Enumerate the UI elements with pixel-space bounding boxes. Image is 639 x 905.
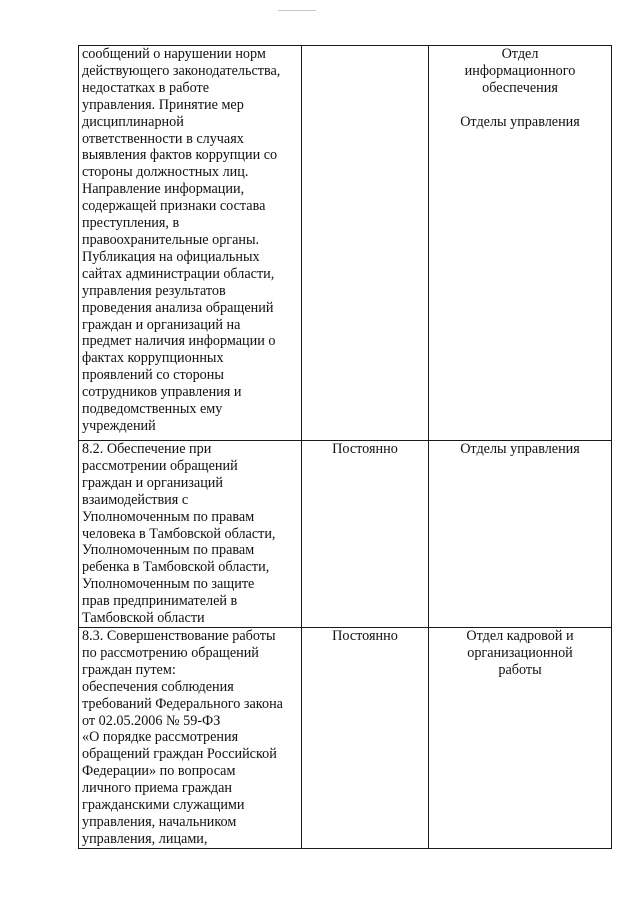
responsible-line: Отдел — [501, 46, 539, 62]
task-cell — [79, 46, 302, 441]
table-row — [79, 441, 612, 628]
responsible-line: Отделы управления — [460, 441, 580, 457]
task-line: личного приема граждан — [82, 780, 233, 797]
responsible-cell — [429, 46, 612, 441]
task-line: человека в Тамбовской области, — [82, 525, 276, 542]
task-line: содержащей признаки состава — [82, 198, 266, 215]
task-line: предмет наличия информации о — [82, 333, 276, 350]
responsible-line: работы — [498, 661, 542, 678]
task-line: требований Федерального закона — [82, 695, 283, 712]
task-line: обращений граждан Российской — [82, 746, 277, 763]
task-line: сообщений о нарушении норм — [82, 46, 266, 62]
task-line: взаимодействия с — [82, 491, 189, 508]
task-line: ответственности в случаях — [82, 130, 244, 147]
task-line: Направление информации, — [82, 181, 245, 198]
responsible-cell — [429, 441, 612, 628]
task-line: фактах коррупционных — [82, 350, 224, 367]
table-row — [79, 46, 612, 441]
task-line: Тамбовской области — [82, 610, 205, 627]
responsible-line: организационной — [467, 644, 573, 661]
task-line: по рассмотрению обращений — [82, 644, 259, 661]
task-line: от 02.05.2006 № 59-ФЗ — [82, 712, 221, 729]
task-line: проведения анализа обращений — [82, 299, 274, 316]
task-line: дисциплинарной — [82, 113, 184, 130]
term-text: Постоянно — [332, 441, 398, 457]
task-line: рассмотрении обращений — [82, 457, 238, 474]
responsible-line: информационного — [464, 62, 576, 79]
task-line: Федерации» по вопросам — [82, 763, 236, 780]
task-line: учреждений — [82, 417, 156, 434]
task-line: 8.3. Совершенствование работы — [82, 628, 276, 644]
term-text: Постоянно — [332, 628, 398, 644]
task-line: Уполномоченным по правам — [82, 542, 255, 559]
term-cell — [302, 46, 429, 441]
term-cell — [302, 628, 429, 849]
page-top-mark — [278, 10, 316, 11]
task-line: «О порядке рассмотрения — [82, 729, 239, 746]
task-cell — [79, 628, 302, 849]
task-line: обеспечения соблюдения — [82, 678, 234, 695]
task-line: проявлений со стороны — [82, 367, 224, 384]
responsible-line: Отделы управления — [460, 113, 580, 130]
task-line: стороны должностных лиц. — [82, 164, 249, 181]
task-line: Уполномоченным по правам — [82, 508, 255, 525]
task-line: действующего законодательства, — [82, 62, 281, 79]
task-line: управления. Принятие мер — [82, 96, 244, 113]
task-line: 8.2. Обеспечение при — [82, 441, 212, 457]
term-cell — [302, 441, 429, 628]
responsible-cell — [429, 628, 612, 849]
task-line: ребенка в Тамбовской области, — [82, 559, 270, 576]
task-line: граждан и организаций — [82, 474, 223, 491]
task-cell — [79, 441, 302, 628]
task-line: граждан и организаций на — [82, 316, 241, 333]
task-line: гражданскими служащими — [82, 797, 245, 814]
task-line: подведомственных ему — [82, 401, 223, 418]
spacer — [432, 97, 608, 114]
task-line: прав предпринимателей в — [82, 593, 238, 610]
task-line: недостатках в работе — [82, 79, 210, 96]
responsible-line: обеспечения — [482, 79, 558, 96]
measures-table — [78, 45, 612, 849]
task-line: сайтах администрации области, — [82, 265, 275, 282]
task-line: Уполномоченным по защите — [82, 576, 255, 593]
task-line: управления, лицами, — [82, 830, 208, 847]
task-line: преступления, в — [82, 215, 180, 232]
task-line: сотрудников управления и — [82, 384, 242, 401]
responsible-line: Отдел кадровой и — [466, 628, 574, 644]
task-line: Публикация на официальных — [82, 248, 260, 265]
task-line: граждан путем: — [82, 661, 176, 678]
task-line: управления, начальником — [82, 813, 237, 830]
table-row — [79, 628, 612, 849]
task-line: управления результатов — [82, 282, 226, 299]
task-line: правоохранительные органы. — [82, 231, 260, 248]
task-line: выявления фактов коррупции со — [82, 147, 278, 164]
